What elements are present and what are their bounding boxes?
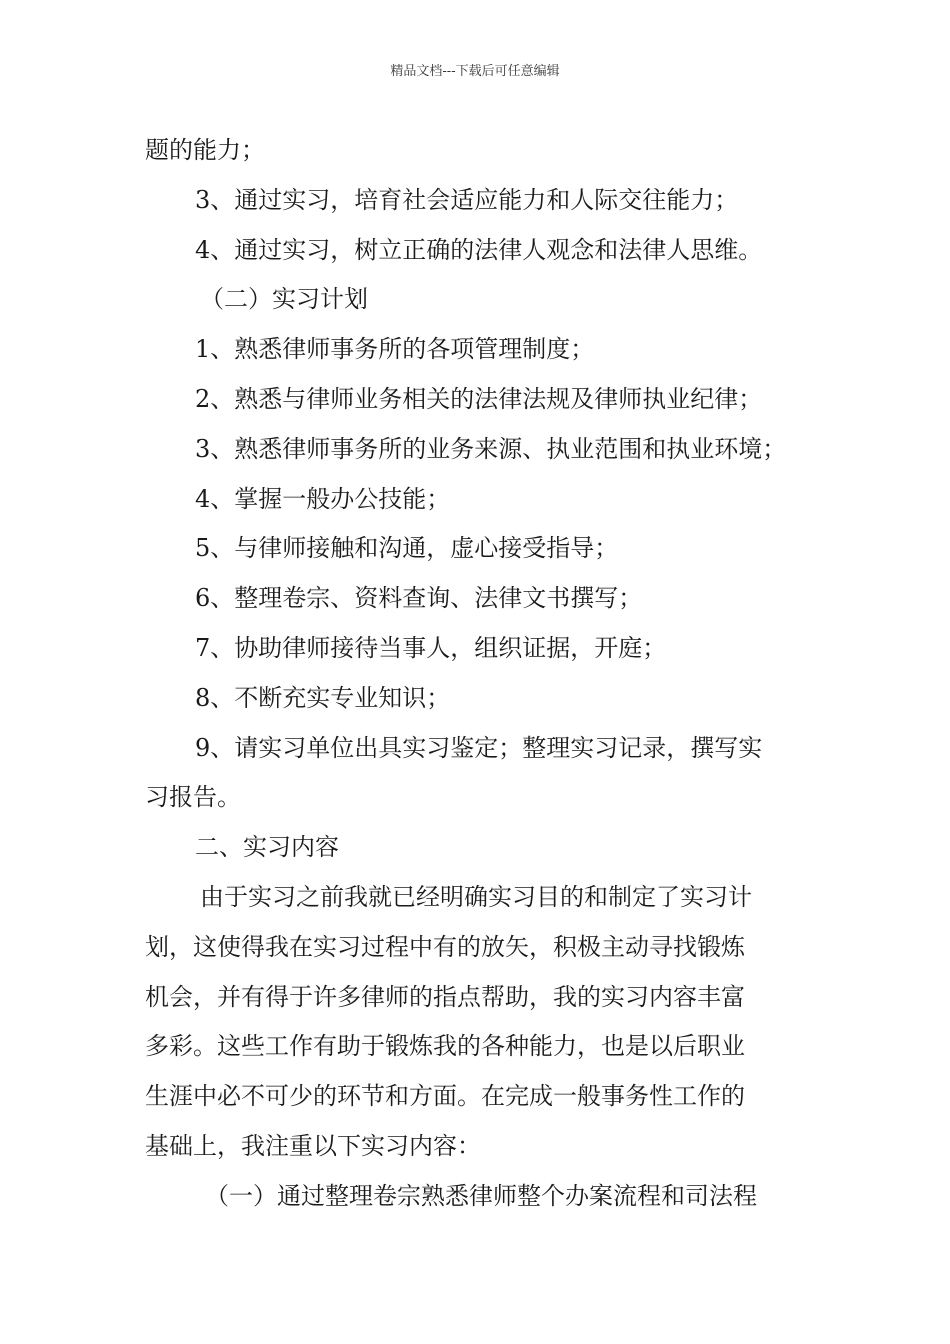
list-item: 9、请实习单位出具实习鉴定；整理实习记录，撰写实 bbox=[195, 733, 763, 762]
paragraph-line: 多彩。这些工作有助于锻炼我的各种能力，也是以后职业 bbox=[145, 1032, 745, 1061]
list-item: 3、熟悉律师事务所的业务来源、执业范围和执业环境； bbox=[195, 434, 787, 463]
text-line: 习报告。 bbox=[145, 783, 241, 812]
list-item: 2、熟悉与律师业务相关的法律法规及律师执业纪律； bbox=[195, 384, 763, 413]
list-item: 4、掌握一般办公技能； bbox=[195, 484, 451, 513]
list-item: 7、协助律师接待当事人，组织证据，开庭； bbox=[195, 633, 667, 662]
paragraph-line: 机会，并有得于许多律师的指点帮助，我的实习内容丰富 bbox=[145, 982, 745, 1011]
paragraph-line: 由于实习之前我就已经明确实习目的和制定了实习计 bbox=[200, 882, 752, 911]
text-line: 3、通过实习，培育社会适应能力和人际交往能力； bbox=[195, 185, 739, 214]
paragraph-line: 生涯中必不可少的环节和方面。在完成一般事务性工作的 bbox=[145, 1082, 745, 1111]
text-line: 题的能力； bbox=[145, 136, 265, 164]
document-body bbox=[145, 126, 810, 1222]
list-item: 5、与律师接触和沟通，虚心接受指导； bbox=[195, 534, 619, 563]
text-line: 4、通过实习，树立正确的法律人观念和法律人思维。 bbox=[195, 235, 763, 264]
section-heading: 二、实习内容 bbox=[195, 833, 339, 862]
paragraph-line: 基础上，我注重以下实习内容： bbox=[145, 1131, 481, 1160]
paragraph-line: 划，这使得我在实习过程中有的放矢，积极主动寻找锻炼 bbox=[145, 932, 745, 961]
section-heading: （一）通过整理卷宗熟悉律师整个办案流程和司法程 bbox=[205, 1181, 757, 1210]
list-item: 6、整理卷宗、资料查询、法律文书撰写； bbox=[195, 584, 643, 613]
list-item: 8、不断充实专业知识； bbox=[195, 683, 451, 712]
page-header: 精品文档---下载后可任意编辑 bbox=[390, 64, 560, 79]
section-heading: （二）实习计划 bbox=[200, 285, 368, 314]
list-item: 1、熟悉律师事务所的各项管理制度； bbox=[195, 335, 595, 364]
